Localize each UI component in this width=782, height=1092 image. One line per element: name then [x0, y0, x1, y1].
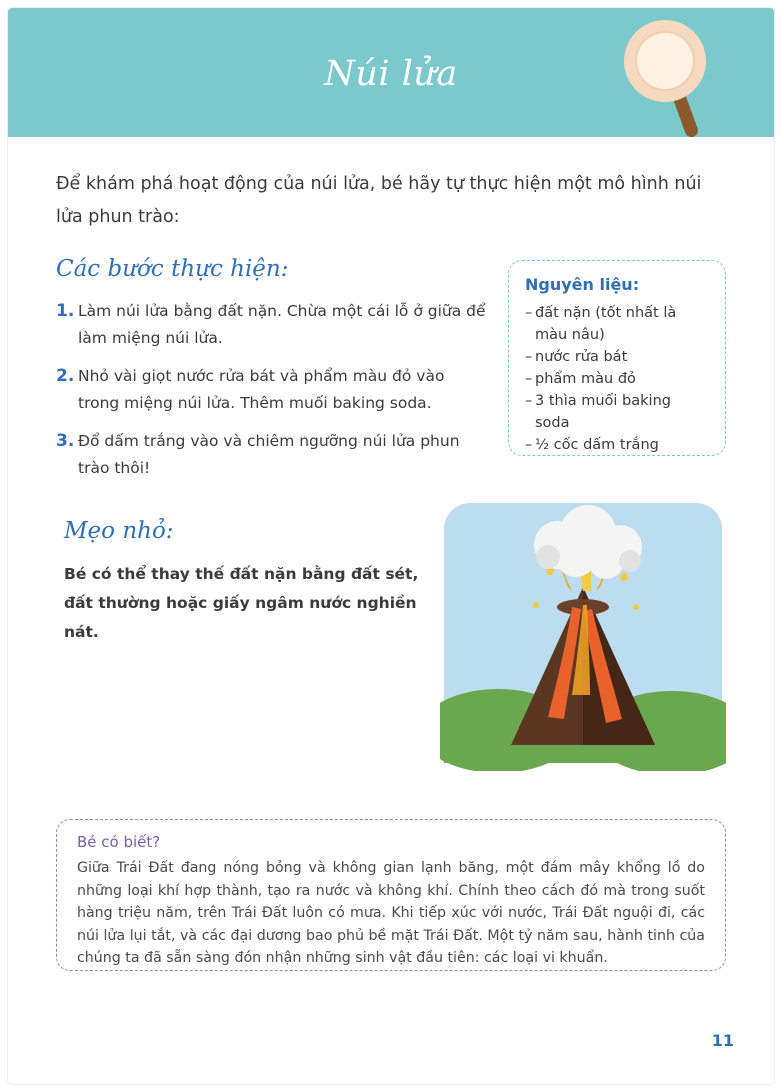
- magnifier-icon: [612, 8, 732, 137]
- did-you-know-title: Bé có biết?: [77, 833, 161, 851]
- erupting-volcano-illustration: [440, 495, 726, 771]
- step-text: Làm núi lửa bằng đất nặn. Chừa một cái lỗ ở giữa để làm miệng núi lửa.: [78, 302, 486, 347]
- page-title: Núi lửa: [324, 54, 458, 94]
- did-you-know-box: [56, 819, 726, 971]
- step-text: Nhỏ vài giọt nước rửa bát và phẩm màu đỏ vào trong miệng núi lửa. Thêm muối baking soda.: [78, 367, 445, 412]
- list-item: – đất nặn (tốt nhất là màu nâu): [525, 302, 709, 346]
- steps-heading: Các bước thực hiện:: [56, 256, 289, 282]
- list-item: – nước rửa bát: [525, 346, 709, 368]
- list-item: [56, 428, 486, 482]
- magnifier-lens: [635, 31, 695, 91]
- list-item: – 3 thìa muối baking soda: [525, 390, 709, 434]
- page-number: 11: [711, 1031, 734, 1050]
- step-text: Đổ dấm trắng vào và chiêm ngưỡng núi lửa phun trào thôi!: [78, 432, 460, 477]
- steps-list: [56, 298, 486, 493]
- tip-text: Bé có thể thay thế đất nặn bằng đất sét, đất thường hoặc giấy ngâm nước nghiền nát.: [64, 565, 419, 641]
- ingredients-box: [508, 260, 726, 456]
- step-number: 2.: [56, 366, 75, 386]
- step-number: 1.: [56, 301, 75, 321]
- list-item: – phẩm màu đỏ: [525, 368, 709, 390]
- page-container: [8, 8, 774, 1084]
- intro-paragraph: Để khám phá hoạt động của núi lửa, bé hãy tự thực hiện một mô hình núi lửa phun trào:: [56, 174, 702, 227]
- list-item: [56, 298, 486, 352]
- list-item: – ½ cốc dấm trắng: [525, 434, 709, 456]
- list-item: [56, 363, 486, 417]
- page-header: [8, 8, 774, 137]
- tip-heading: Mẹo nhỏ:: [64, 518, 174, 544]
- did-you-know-text: Giữa Trái Đất đang nóng bỏng và không gian lạnh băng, một đám mây khổng lồ do những loại khí hợp thành, tạo ra nước và không khí. Chính theo cách đó mà trong suốt hàng triệu năm, trên Trái Đất luôn có mưa. Khi tiếp xúc với nước, Trái Đất nguội đi, các núi lửa lụi tắt, và các đại dương bao phủ bề mặt Trái Đất. Một tỷ năm sau, hành tinh của chúng ta đã sẵn sàng đón nhận những sinh vật đầu tiên: các loại vi khuẩn.: [77, 860, 705, 966]
- ingredients-title: Nguyên liệu:: [525, 275, 640, 294]
- step-number: 3.: [56, 431, 75, 451]
